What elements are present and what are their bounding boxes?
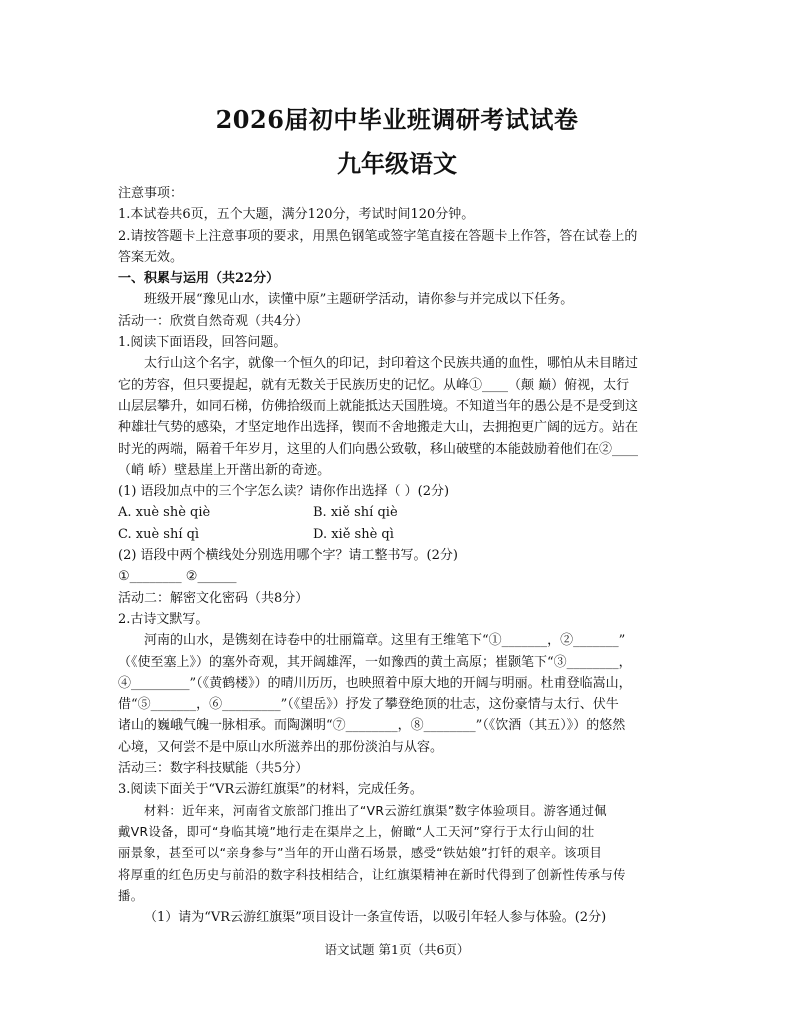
option-c: C. xuè shí qì <box>118 526 200 542</box>
exam-subtitle: 九年级语文 <box>337 149 457 178</box>
material-line: 材料：近年来，河南省文旅部门推出了“VR云游红旗渠”数字体验项目。游客通过佩 <box>144 803 607 818</box>
material-line: 丽景象，甚至可以“亲身参与”当年的开山凿石场景，感受“铁姑娘”打钎的艰辛。该项目 <box>118 846 603 861</box>
poem-passage-line: 心境，又何尝不是中原山水所滋养出的那份淡泊与从容。 <box>118 739 444 755</box>
answer-blanks: ①________ ②______ <box>118 569 237 585</box>
options-row <box>118 524 670 545</box>
material-line: 将厚重的红色历史与前沿的数字科技相结合，让红旗渠精神在新时代得到了创新性传承与传 <box>118 867 626 882</box>
passage-line: 种雄壮气势的感染，才坚定地作出选择，锲而不舍地搬走大山，去拥抱更广阔的远方。站在 <box>118 420 639 436</box>
options-row <box>118 502 670 523</box>
note-item-1: 1.本试卷共6页，五个大题，满分120分，考试时间120分钟。 <box>118 207 475 223</box>
question-3: 3.阅读下面关于“VR云游红旗渠”的材料，完成任务。 <box>118 782 423 798</box>
note-item-2-cont: 答案无效。 <box>118 249 184 265</box>
exam-body <box>118 183 670 928</box>
question-3-1: （1）请为“VR云游红旗渠”项目设计一条宣传语，以吸引年轻人参与体验。(2分) <box>144 910 607 926</box>
poem-passage-line: 借“⑤_______，⑥_________”（《望岳》）抒发了攀登绝顶的壮志，这份豪情与太行、伏牛 <box>118 697 619 713</box>
question-1-2: (2) 语段中两个横线处分别选用哪个字？请工整书写。(2分) <box>118 548 458 564</box>
passage-line: 它的芳容，但只要提起，就有无数关于民族历史的记忆。从峰①____（颠 巅）俯视，太行 <box>118 377 630 393</box>
passage-line: （峭 峤）壁悬崖上开凿出新的奇迹。 <box>118 462 331 478</box>
option-d: D. xiě shè qì <box>313 526 394 542</box>
question-1: 1.阅读下面语段，回答问题。 <box>118 335 287 351</box>
activity-2-heading: 活动二：解密文化密码（共8分） <box>118 590 309 606</box>
poem-passage-line: （《使至塞上》）的塞外奇观，其开阔雄浑，一如豫西的黄土高原；崔颢笔下“③________， <box>118 654 632 670</box>
question-1-1: (1) 语段加点中的三个字怎么读？请你作出选择（ ）(2分) <box>118 484 450 500</box>
poem-passage-line: 河南的山水，是镌刻在诗卷中的壮丽篇章。这里有王维笔下“①_______，②_______” <box>144 633 626 649</box>
option-a: A. xuè shè qiè <box>118 505 211 521</box>
option-b: B. xiě shí qiè <box>313 505 398 521</box>
activity-3-heading: 活动三：数字科技赋能（共5分） <box>118 761 309 777</box>
poem-passage-line: ④_________”（《黄鹤楼》）的晴川历历，也映照着中原大地的开阔与明丽。杜甫登临嵩山， <box>118 675 632 691</box>
section-heading: 一、积累与运用（共22分） <box>118 271 280 287</box>
section-intro: 班级开展“豫见山水，读懂中原”主题研学活动，请你参与并完成以下任务。 <box>144 292 574 308</box>
activity-1-heading: 活动一：欣赏自然奇观（共4分） <box>118 313 309 329</box>
material-line: 戴VR设备，即可“身临其境”地行走在渠岸之上，俯瞰“人工天河”穿行于太行山间的壮 <box>118 824 595 839</box>
page-footer: 语文试题 第1页（共6页） <box>324 942 470 957</box>
poem-passage-line: 诸山的巍峨气魄一脉相承。而陶渊明“⑦________，⑧________”（《饮酒（其五）》）的悠然 <box>118 718 626 734</box>
passage-line: 时光的两端，隔着千年岁月，这里的人们向愚公致敬，移山破壁的本能鼓励着他们在②____ <box>118 441 639 457</box>
notes-heading: 注意事项： <box>118 186 184 201</box>
passage-line: 山层层攀升，如同石梯，仿佛拾级而上就能抵达天国胜境。不知道当年的愚公是不是受到这 <box>118 398 639 414</box>
question-2: 2.古诗文默写。 <box>118 611 209 627</box>
material-line: 播。 <box>118 888 144 903</box>
exam-title: 2026届初中毕业班调研考试试卷 <box>215 105 579 134</box>
passage-line: 太行山这个名字，就像一个恒久的印记，封印着这个民族共通的血性，哪怕从未目睹过 <box>144 356 639 372</box>
note-item-2: 2.请按答题卡上注意事项的要求，用黑色钢笔或签字笔直接在答题卡上作答，答在试卷上的 <box>118 228 638 244</box>
